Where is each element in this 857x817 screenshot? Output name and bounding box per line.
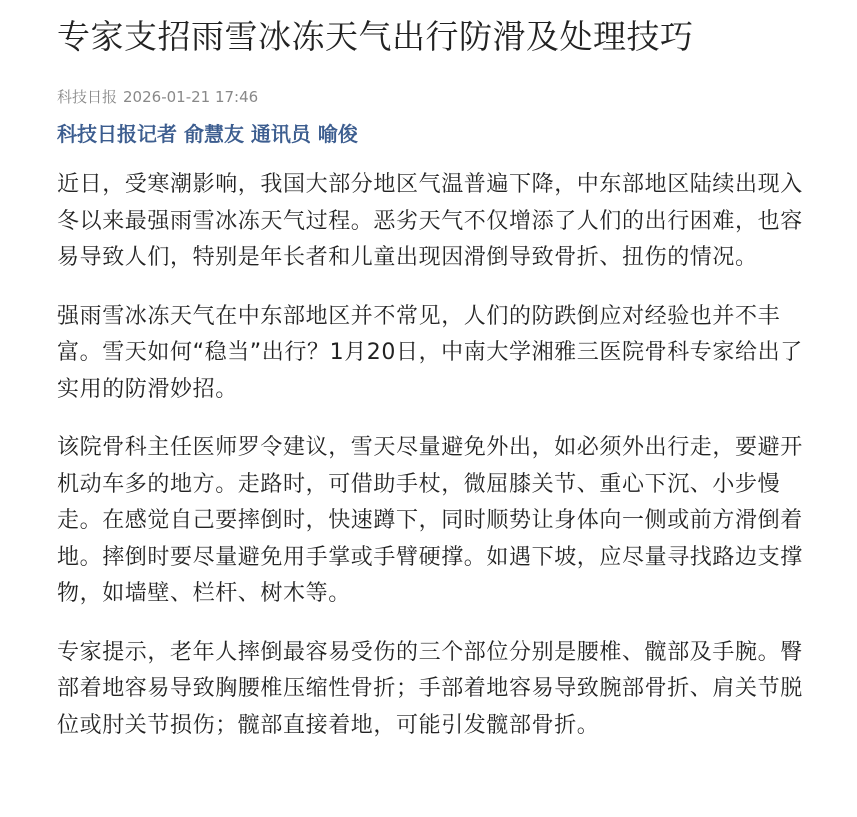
article-title: 专家支招雨雪冰冻天气出行防滑及处理技巧 — [57, 17, 694, 56]
article-paragraph: 专家提示，老年人摔倒最容易受伤的三个部位分别是腰椎、髋部及手腕。臀部着地容易导致胸腰椎压缩性骨折；手部着地容易导致腕部骨折、肩关节脱位或肘关节损伤；髋部直接着地，可能引发髋部骨折。 — [57, 639, 803, 738]
article-paragraph: 强雨雪冰冻天气在中东部地区并不常见，人们的防跌倒应对经验也并不丰富。雪天如何“稳当”出行？1月20日，中南大学湘雅三医院骨科专家给出了实用的防滑妙招。 — [57, 303, 803, 402]
article-paragraph: 该院骨科主任医师罗令建议，雪天尽量避免外出，如必须外出行走，要避开机动车多的地方。走路时，可借助手杖，微屈膝关节、重心下沉、小步慢走。在感觉自己要摔倒时，快速蹲下，同时顺势让身体向一侧或前方滑倒着地。摔倒时要尽量避免用手掌或手臂硬撑。如遇下坡，应尽量寻找路边支撑物，如墙壁、栏杆、树木等。 — [57, 435, 803, 606]
article-body — [57, 167, 819, 744]
article-datetime: 2026-01-21 17:46 — [123, 88, 259, 106]
article-byline: 科技日报记者 俞慧友 通讯员 喻俊 — [57, 122, 358, 146]
article-meta — [57, 87, 819, 107]
article-source: 科技日报 — [57, 88, 118, 106]
article-paragraph: 近日，受寒潮影响，我国大部分地区气温普遍下降，中东部地区陆续出现入冬以来最强雨雪冰冻天气过程。恶劣天气不仅增添了人们的出行困难，也容易导致人们，特别是年长者和儿童出现因滑倒导致骨折、扭伤的情况。 — [57, 172, 803, 270]
